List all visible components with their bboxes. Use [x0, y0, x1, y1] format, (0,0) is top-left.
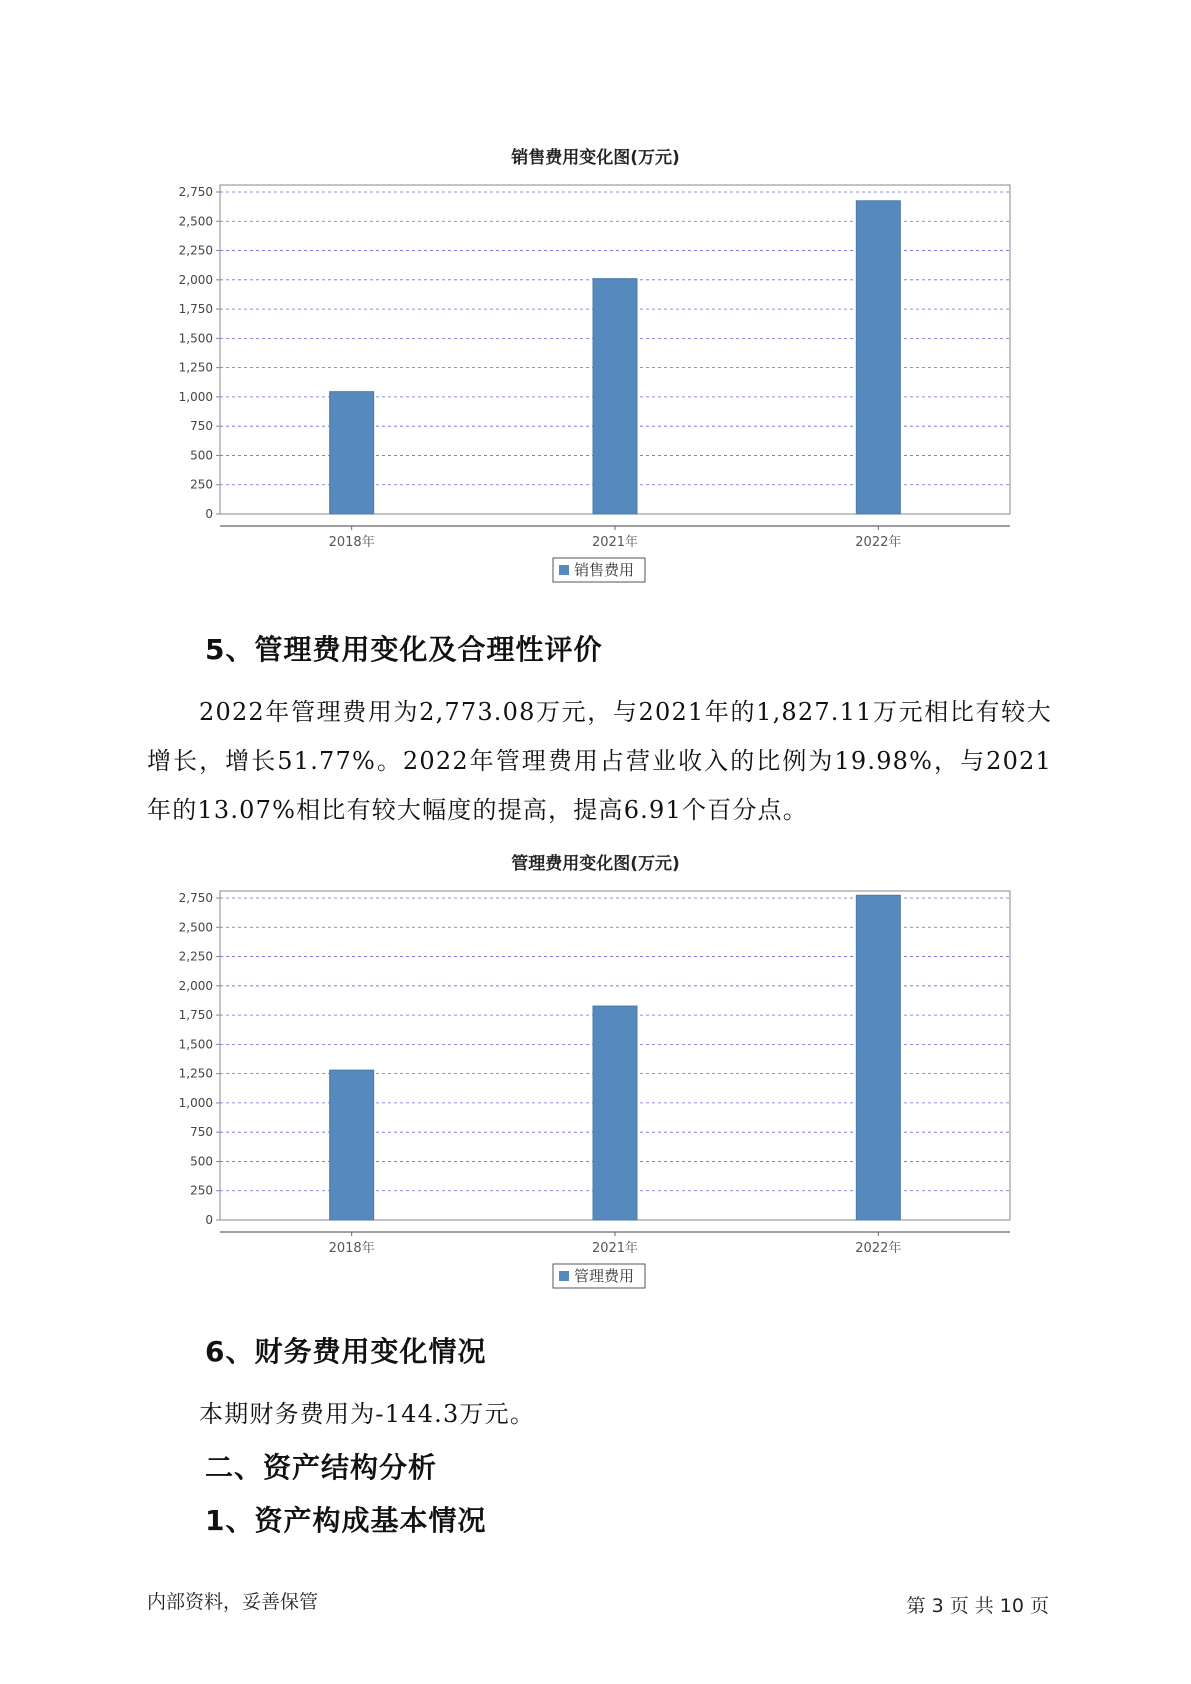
- admin-chart-y-tick-label: 2,500: [178, 920, 213, 935]
- sales-chart-legend-swatch: [559, 565, 569, 575]
- admin-chart-x-tick-label: 2022年: [855, 1241, 902, 1256]
- section-6-paragraph: [147, 1390, 1052, 1439]
- sales-chart-y-tick-label: 2,000: [178, 272, 213, 287]
- sales-chart-x-tick-label: 2022年: [855, 535, 902, 550]
- sales-chart-y-tick-label: 1,750: [178, 302, 213, 317]
- sales-chart-y-tick-label: 2,250: [178, 243, 213, 258]
- admin-chart-y-tick-label: 250: [190, 1183, 213, 1198]
- section-6-heading: 6、财务费用变化情况: [205, 1335, 487, 1368]
- sales-chart-bar-2021年: [593, 279, 637, 514]
- sales-expense-chart-title: 销售费用变化图(万元): [511, 148, 680, 168]
- sales-chart-y-tick-label: 750: [190, 419, 213, 434]
- admin-chart-x-tick-label: 2018年: [328, 1241, 375, 1256]
- sales-chart-y-tick-label: 250: [190, 477, 213, 492]
- sales-chart-y-tick-label: 1,250: [178, 360, 213, 375]
- admin-chart-y-tick-label: 1,500: [178, 1037, 213, 1052]
- admin-expense-chart-title: 管理费用变化图(万元): [511, 854, 680, 874]
- admin-chart-legend-swatch: [559, 1271, 569, 1281]
- section-6-paragraph-text: 本期财务费用为-144.3万元。: [199, 1400, 536, 1428]
- section-ii-1-heading: 1、资产构成基本情况: [205, 1504, 487, 1537]
- sales-chart-x-tick-label: 2021年: [591, 535, 639, 550]
- sales-chart-bar-2018年: [330, 392, 374, 514]
- admin-chart-y-tick-label: 500: [190, 1154, 213, 1169]
- sales-chart-bar-2022年: [856, 201, 900, 514]
- sales-chart-legend-label: 销售费用: [574, 561, 635, 579]
- admin-chart-y-tick-label: 2,750: [178, 891, 213, 905]
- admin-chart-bar-2021年: [593, 1006, 637, 1220]
- admin-chart-bar-2018年: [330, 1070, 374, 1220]
- admin-chart-legend-label: 管理费用: [574, 1267, 635, 1285]
- footer-confidential-note: 内部资料，妥善保管: [147, 1591, 319, 1613]
- admin-chart-x-tick-label: 2021年: [591, 1241, 639, 1256]
- section-5-paragraph-text: 2022年管理费用为2,773.08万元，与2021年的1,827.11万元相比有较大增长，增长51.77%。2022年管理费用占营业收入的比例为19.98%，与2021年的13.07%相比有较大幅度的提高，提高6.91个百分点。: [147, 698, 1052, 824]
- admin-chart-y-tick-label: 1,250: [178, 1066, 213, 1081]
- sales-chart-y-tick-label: 1,000: [178, 389, 213, 404]
- sales-chart-y-tick-label: 1,500: [178, 331, 213, 346]
- footer-page-number: 第 3 页 共 10 页: [906, 1595, 1049, 1617]
- admin-chart-y-tick-label: 2,000: [178, 978, 213, 993]
- admin-chart-y-tick-label: 0: [205, 1213, 213, 1227]
- admin-expense-chart: [0, 871, 1191, 1296]
- sales-chart-y-tick-label: 500: [190, 448, 213, 463]
- sales-chart-y-tick-label: 0: [205, 507, 213, 521]
- admin-chart-bar-2022年: [856, 895, 900, 1220]
- sales-chart-x-tick-label: 2018年: [328, 535, 375, 550]
- admin-chart-y-tick-label: 2,250: [178, 949, 213, 964]
- section-5-paragraph: [147, 688, 1052, 835]
- section-5-heading: 5、管理费用变化及合理性评价: [205, 633, 603, 666]
- sales-chart-y-tick-label: 2,750: [178, 185, 213, 199]
- sales-chart-y-tick-label: 2,500: [178, 214, 213, 229]
- admin-chart-y-tick-label: 1,750: [178, 1008, 213, 1023]
- section-ii-heading: 二、资产结构分析: [205, 1451, 438, 1484]
- sales-expense-chart: [0, 165, 1191, 590]
- admin-chart-y-tick-label: 750: [190, 1125, 213, 1140]
- admin-chart-y-tick-label: 1,000: [178, 1095, 213, 1110]
